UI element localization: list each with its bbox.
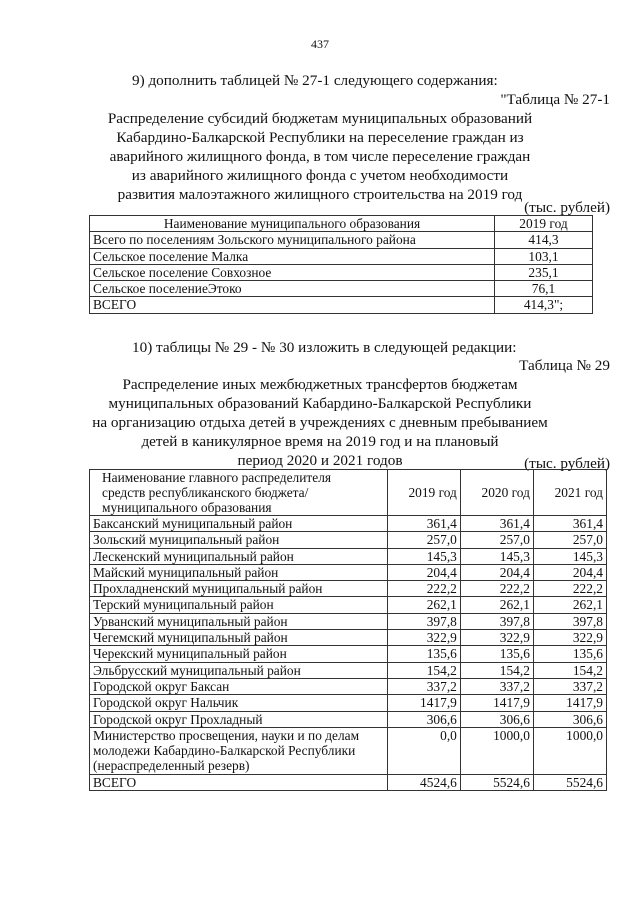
value-2020: 154,2 [460, 662, 533, 678]
row-value: 414,3"; [495, 297, 593, 313]
section9-title-line: из аварийного жилищного фонда с учетом необходимости [131, 167, 509, 184]
table-row [90, 581, 607, 597]
value-2019: 0,0 [387, 727, 460, 774]
value-2020: 306,6 [460, 711, 533, 727]
section10-title-line: муниципальных образований Кабардино-Балкарской Республики [108, 395, 532, 412]
table-row [90, 548, 607, 564]
column-header: 2020 год [460, 470, 533, 516]
value-2019: 397,8 [387, 613, 460, 629]
value-2020: 204,4 [460, 564, 533, 580]
section10-units: (тыс. рублей) [524, 455, 610, 472]
value-2021: 1417,9 [533, 695, 606, 711]
table-row [90, 248, 593, 264]
table-row [90, 678, 607, 694]
row-value: 103,1 [495, 248, 593, 264]
table-header-row [90, 216, 593, 232]
value-2020: 337,2 [460, 678, 533, 694]
row-label: Министерство просвещения, науки и по делам молодежи Кабардино-Балкарской Республики (нераспределенный резерв) [90, 727, 388, 774]
value-2020: 257,0 [460, 532, 533, 548]
value-2021: 154,2 [533, 662, 606, 678]
value-2020: 361,4 [460, 516, 533, 532]
section10-title-line: детей в каникулярное время на 2019 год и на плановый [141, 433, 499, 450]
column-header: Наименование главного распределителя средств республиканского бюджета/ муниципального образования [90, 470, 388, 516]
value-2019: 262,1 [387, 597, 460, 613]
value-2019: 337,2 [387, 678, 460, 694]
section9-title-line: аварийного жилищного фонда, в том числе переселение граждан [109, 148, 531, 165]
table-row [90, 264, 593, 280]
value-2021: 337,2 [533, 678, 606, 694]
value-2021: 135,6 [533, 646, 606, 662]
value-2019: 1417,9 [387, 695, 460, 711]
row-label: Майский муниципальный район [90, 564, 388, 580]
value-2020: 135,6 [460, 646, 533, 662]
section9-title-line: Кабардино-Балкарской Республики на переселение граждан из [116, 129, 524, 146]
table-row [90, 516, 607, 532]
row-value: 76,1 [495, 281, 593, 297]
row-label: Лескенский муниципальный район [90, 548, 388, 564]
page-number: 437 [311, 37, 329, 51]
column-header: 2019 год [495, 216, 593, 232]
row-label: Городской округ Баксан [90, 678, 388, 694]
value-2019: 135,6 [387, 646, 460, 662]
value-2021: 5524,6 [533, 774, 606, 790]
value-2019: 145,3 [387, 548, 460, 564]
value-2020: 145,3 [460, 548, 533, 564]
row-label: Сельское поселениеЭтоко [90, 281, 495, 297]
table-header-row [90, 470, 607, 516]
column-header: Наименование муниципального образования [90, 216, 495, 232]
column-header: 2019 год [387, 470, 460, 516]
value-2021: 397,8 [533, 613, 606, 629]
section10-title-line: на организацию отдыха детей в учреждениях с дневным пребыванием [92, 414, 548, 431]
value-2020: 1000,0 [460, 727, 533, 774]
value-2020: 1417,9 [460, 695, 533, 711]
value-2021: 222,2 [533, 581, 606, 597]
table-row [90, 646, 607, 662]
table-total-row [90, 297, 593, 313]
row-label: ВСЕГО [90, 774, 388, 790]
table-row [90, 281, 593, 297]
column-header: 2021 год [533, 470, 606, 516]
section9-title-line: развития малоэтажного жилищного строительства на 2019 год [117, 186, 523, 203]
row-label: Эльбрусский муниципальный район [90, 662, 388, 678]
value-2020: 397,8 [460, 613, 533, 629]
table-row [90, 532, 607, 548]
row-label: Городской округ Прохладный [90, 711, 388, 727]
value-2019: 222,2 [387, 581, 460, 597]
row-label: Прохладненский муниципальный район [90, 581, 388, 597]
table-29 [89, 469, 607, 791]
value-2020: 222,2 [460, 581, 533, 597]
value-2021: 361,4 [533, 516, 606, 532]
value-2019: 257,0 [387, 532, 460, 548]
value-2021: 204,4 [533, 564, 606, 580]
section10-table-label: Таблица № 29 [519, 357, 610, 374]
value-2019: 154,2 [387, 662, 460, 678]
value-2020: 262,1 [460, 597, 533, 613]
table-row [90, 630, 607, 646]
table-row [90, 711, 607, 727]
value-2019: 204,4 [387, 564, 460, 580]
value-2019: 322,9 [387, 630, 460, 646]
table-row [90, 232, 593, 248]
row-label: Чегемский муниципальный район [90, 630, 388, 646]
row-label: Урванский муниципальный район [90, 613, 388, 629]
value-2019: 361,4 [387, 516, 460, 532]
row-label: Всего по поселениям Зольского муниципального района [90, 232, 495, 248]
row-label: Баксанский муниципальный район [90, 516, 388, 532]
value-2021: 262,1 [533, 597, 606, 613]
value-2021: 1000,0 [533, 727, 606, 774]
value-2019: 4524,6 [387, 774, 460, 790]
row-label: Черекский муниципальный район [90, 646, 388, 662]
table-row [90, 613, 607, 629]
table-total-row [90, 774, 607, 790]
table-row [90, 727, 607, 774]
row-label: Зольский муниципальный район [90, 532, 388, 548]
section10-title-line: Распределение иных межбюджетных трансфертов бюджетам [122, 376, 518, 393]
section9-units: (тыс. рублей) [524, 199, 610, 216]
table-row [90, 597, 607, 613]
row-label: Сельское поселение Малка [90, 248, 495, 264]
row-label: Городской округ Нальчик [90, 695, 388, 711]
table-row [90, 564, 607, 580]
table-row [90, 695, 607, 711]
section10-intro: 10) таблицы № 29 - № 30 изложить в следующей редакции: [132, 339, 517, 356]
row-label: Терский муниципальный район [90, 597, 388, 613]
value-2021: 257,0 [533, 532, 606, 548]
value-2021: 322,9 [533, 630, 606, 646]
row-label: Сельское поселение Совхозное [90, 264, 495, 280]
value-2019: 306,6 [387, 711, 460, 727]
value-2020: 5524,6 [460, 774, 533, 790]
value-2020: 322,9 [460, 630, 533, 646]
value-2021: 145,3 [533, 548, 606, 564]
section10-title-line: период 2020 и 2021 годов [237, 452, 403, 469]
section9-title-line: Распределение субсидий бюджетам муниципальных образований [107, 110, 533, 127]
table-27-1 [89, 215, 593, 314]
row-value: 235,1 [495, 264, 593, 280]
row-value: 414,3 [495, 232, 593, 248]
section9-table-label: "Таблица № 27-1 [500, 91, 610, 108]
value-2021: 306,6 [533, 711, 606, 727]
table-row [90, 662, 607, 678]
row-label: ВСЕГО [90, 297, 495, 313]
section9-intro: 9) дополнить таблицей № 27-1 следующего содержания: [132, 72, 498, 89]
